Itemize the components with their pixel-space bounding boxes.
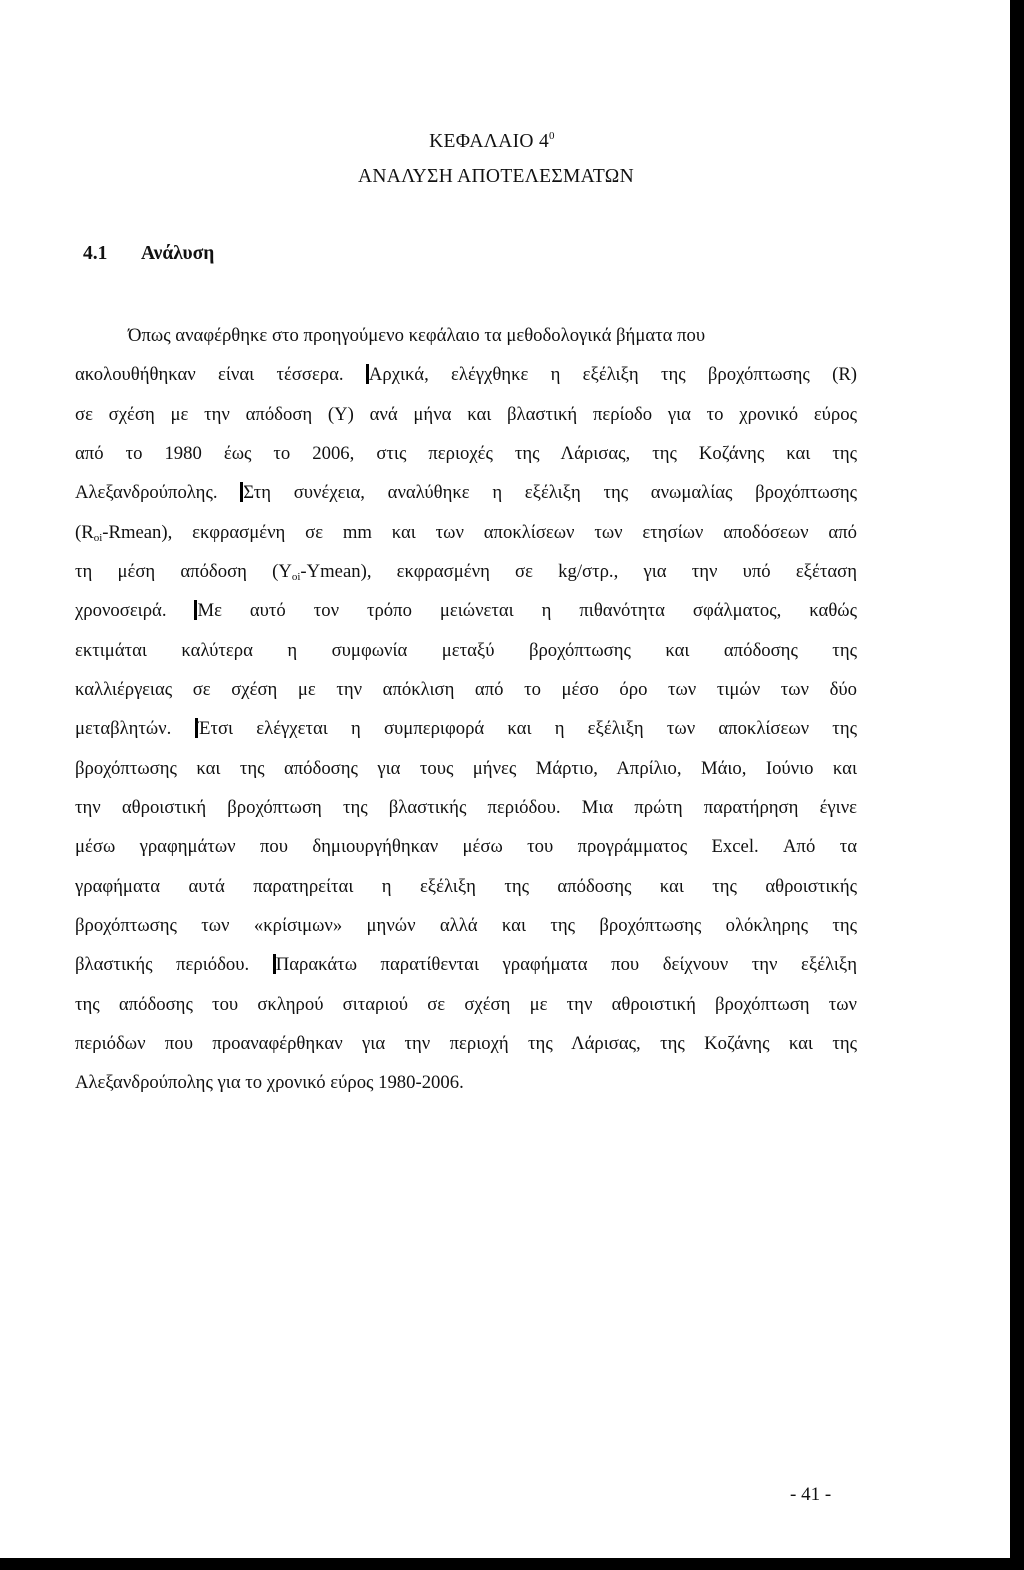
- paragraph-line: βροχόπτωσης και της απόδοσης για τους μήνες Μάρτιο, Απρίλιο, Μάιο, Ιούνιο και: [75, 758, 857, 779]
- paragraph-line: $(R_{oi}-Rmean)$, εκφρασμένη σε mm και των αποκλίσεων των ετησίων αποδόσεων από: [75, 522, 857, 544]
- section-heading: [83, 243, 214, 265]
- page-number: - 41 -: [790, 1484, 832, 1505]
- scan-border-bottom: [0, 1558, 1024, 1570]
- paragraph-line: βροχόπτωσης των «κρίσιμων» μηνών αλλά και της βροχόπτωσης ολόκληρης της: [75, 915, 857, 936]
- paragraph-line: ακολουθήθηκαν είναι τέσσερα. Αρχικά, ελέγχθηκε η εξέλιξη της βροχόπτωσης (R): [75, 364, 858, 385]
- paragraph-line: καλλιέργειας σε σχέση με την απόκλιση από το μέσο όρο των τιμών των δύο: [75, 679, 857, 700]
- paragraph-line: τη μέση απόδοση $(Y_{oi}-Ymean)$, εκφρασμένη σε kg/στρ., για την υπό εξέταση: [75, 561, 858, 583]
- paragraph-line: βλαστικής περιόδου. Παρακάτω παρατίθενται γραφήματα που δείχνουν την εξέλιξη: [75, 954, 858, 975]
- paragraph-line: της απόδοσης του σκληρού σιταριού σε σχέση με την αθροιστική βροχόπτωση των: [75, 994, 857, 1015]
- paragraph-line: μεταβλητών. Έτσι ελέγχεται η συμπεριφορά και η εξέλιξη των αποκλίσεων της: [75, 718, 857, 739]
- chapter-number: ΚΕΦΑΛΑΙΟ $4^0$: [429, 130, 555, 152]
- scan-border-right: [1010, 0, 1024, 1570]
- paragraph-line: Αλεξανδρούπολης για το χρονικό εύρος 1980-2006.: [75, 1072, 464, 1093]
- paragraph-line: εκτιμάται καλύτερα η συμφωνία μεταξύ βροχόπτωσης και απόδοσης της: [75, 640, 857, 661]
- chapter-title: ΑΝΑΛΥΣΗ ΑΠΟΤΕΛΕΣΜΑΤΩΝ: [358, 166, 634, 187]
- paragraph-line: Όπως αναφέρθηκε στο προηγούμενο κεφάλαιο τα μεθοδολογικά βήματα που: [128, 325, 706, 346]
- paragraph-line: χρονοσειρά. Με αυτό τον τρόπο μειώνεται η πιθανότητα σφάλματος, καθώς: [75, 600, 857, 621]
- paragraph-line: από το 1980 έως το 2006, στις περιοχές της Λάρισας, της Κοζάνης και της: [75, 443, 857, 464]
- paragraph-line: περιόδων που προαναφέρθηκαν για την περιοχή της Λάρισας, της Κοζάνης και της: [75, 1033, 857, 1054]
- section-number: 4.1: [83, 243, 108, 264]
- paragraph-line: γραφήματα αυτά παρατηρείται η εξέλιξη της απόδοσης και της αθροιστικής: [75, 876, 857, 897]
- paragraph-line: μέσω γραφημάτων που δημιουργήθηκαν μέσω του προγράμματος Excel. Από τα: [75, 836, 857, 857]
- paragraph-line: Αλεξανδρούπολης. Στη συνέχεια, αναλύθηκε η εξέλιξη της ανωμαλίας βροχόπτωσης: [75, 482, 858, 503]
- section-title: Ανάλυση: [141, 243, 215, 264]
- paragraph-line: σε σχέση με την απόδοση (Y) ανά μήνα και βλαστική περίοδο για το χρονικό εύρος: [75, 404, 857, 425]
- paragraph-line: την αθροιστική βροχόπτωση της βλαστικής περιόδου. Μια πρώτη παρατήρηση έγινε: [75, 797, 857, 818]
